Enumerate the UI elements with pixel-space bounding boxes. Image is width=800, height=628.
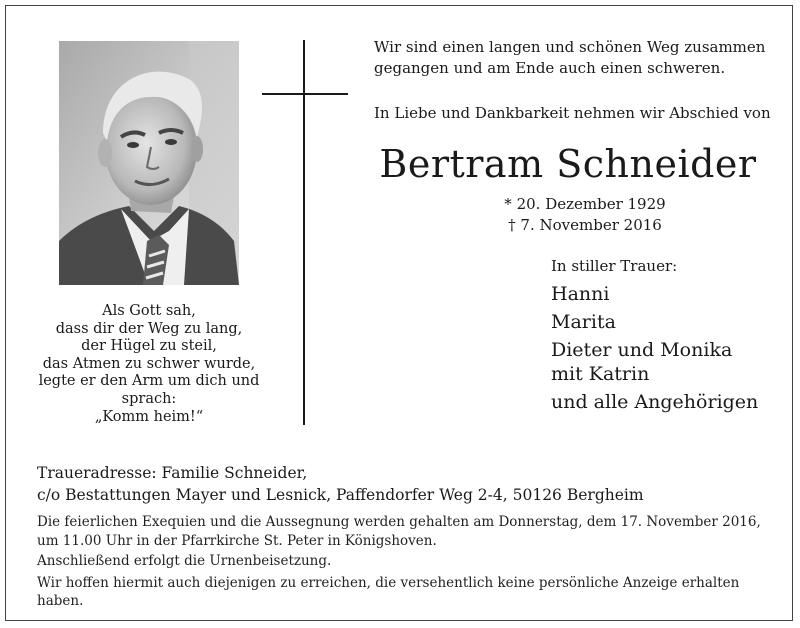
burial-info: Anschließend erfolgt die Urnenbeisetzung.	[37, 553, 332, 569]
address-line: c/o Bestattungen Mayer und Lesnick, Paffendorfer Weg 2-4, 50126 Bergheim	[37, 486, 644, 504]
deceased-name: Bertram Schneider	[379, 142, 757, 186]
cross-horizontal-bar	[262, 93, 348, 95]
poem-line: das Atmen zu schwer wurde,	[42, 355, 256, 372]
poem-line: Als Gott sah,	[102, 303, 196, 319]
mourners-list	[551, 282, 758, 414]
cross-vertical-bar	[303, 40, 305, 425]
mourner-name: Marita	[551, 311, 616, 333]
service-notes	[37, 513, 767, 611]
birth-date: * 20. Dezember 1929	[504, 195, 666, 213]
mourning-address	[37, 462, 644, 506]
mourner-name: Hanni	[551, 283, 610, 305]
mourner-name: Dieter und Monika	[551, 339, 733, 361]
farewell-text: In Liebe und Dankbarkeit nehmen wir Abschied von	[374, 104, 771, 122]
intro-line: Wir sind einen langen und schönen Weg zusammen	[374, 38, 766, 56]
mourner-name: mit Katrin	[551, 363, 650, 385]
poem-line: „Komm heim!“	[94, 408, 204, 425]
intro-line: gegangen und am Ende auch einen schweren.	[374, 59, 726, 77]
portrait-photo	[59, 41, 239, 285]
mourning-heading: In stiller Trauer:	[551, 257, 678, 275]
mourner-name: und alle Angehörigen	[551, 391, 759, 413]
poem-line: der Hügel zu steil,	[81, 338, 217, 355]
poem-line: sprach:	[121, 390, 177, 407]
poem-line: dass dir der Weg zu lang,	[55, 320, 243, 337]
intro-text	[374, 37, 774, 79]
life-dates	[470, 194, 700, 236]
death-date: † 7. November 2016	[508, 216, 662, 234]
closing-note: Wir hoffen hiermit auch diejenigen zu erreichen, die versehentlich keine persönliche Anzeige erhalten haben.	[37, 574, 740, 609]
poem-line: legte er den Arm um dich und	[38, 373, 260, 390]
poem	[38, 303, 260, 426]
service-info: Die feierlichen Exequien und die Aussegnung werden gehalten am Donnerstag, dem 17. November 2016, um 11.00 Uhr in der Pfarrkirche St. Peter in Königshoven.	[37, 514, 761, 549]
address-line: Traueradresse: Familie Schneider,	[37, 464, 308, 482]
